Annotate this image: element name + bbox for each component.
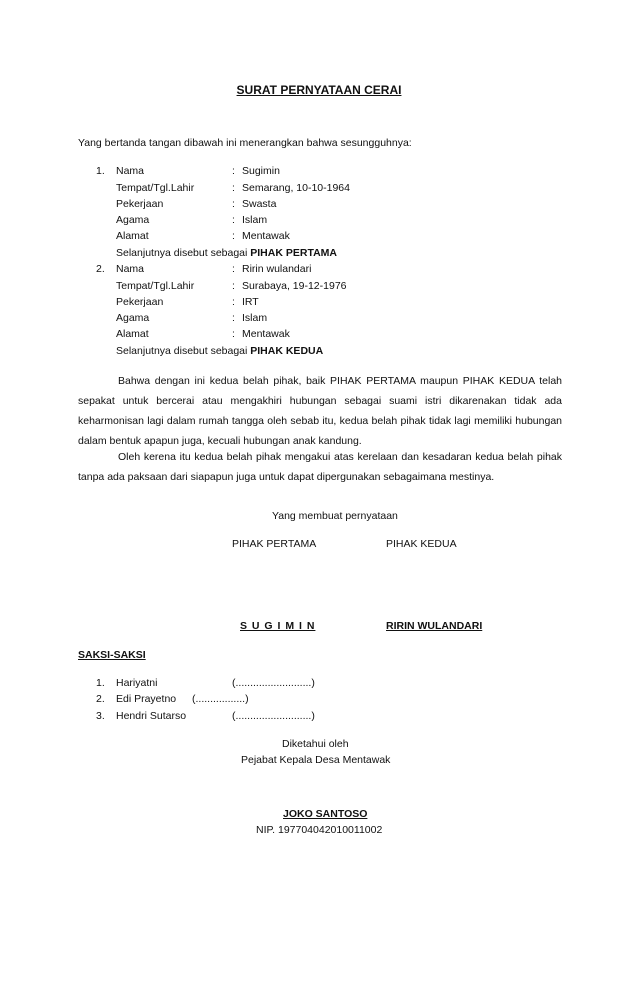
second-party-role: PIHAK KEDUA [386,538,457,550]
party-1-name-value: Sugimin [242,165,280,177]
witness-2-signature-line: (.................) [192,693,249,705]
party-1-designation-name: PIHAK PERTAMA [250,247,337,259]
party-1-religion-label: Agama [116,214,150,226]
witness-2-name: Edi Prayetno [116,693,177,705]
party-1-job-label: Pekerjaan [116,198,164,210]
intro-text: Yang bertanda tangan dibawah ini menerangkan bahwa sesungguhnya: [78,137,412,149]
party-2-job-label: Pekerjaan [116,296,164,308]
party-1-address-value: Mentawak [242,230,290,242]
party-2-name-value: Ririn wulandari [242,263,312,275]
party-2-birth-colon: : [232,280,235,292]
party-1-designation-prefix: Selanjutnya disebut sebagai [116,247,251,259]
party-1-job-value: Swasta [242,198,277,210]
party-2-address-colon: : [232,328,235,340]
party-2-name-label: Nama [116,263,145,275]
party-2-address-label: Alamat [116,328,149,340]
party-2-birth-value: Surabaya, 19-12-1976 [242,280,347,292]
second-party-signature-name: RIRIN WULANDARI [386,620,483,632]
party-2-number: 2. [96,263,105,275]
party-2-job-colon: : [232,296,235,308]
party-1-birth-value: Semarang, 10-10-1964 [242,182,350,194]
agreement-paragraph: Bahwa dengan ini kedua belah pihak, baik PIHAK PERTAMA maupun PIHAK KEDUA telah sepakat untuk bercerai atau mengakhiri hubungan sebagai suami istri dikarenakan tidak ada keharmonisan lagi dalam rumah tangga oleh sebab itu, kedua belah pihak tidak lagi memiliki hubungan dalam bentuk apapun juga, kecuali hubungan anak kandung. [78,375,562,447]
party-1-number: 1. [96,165,105,177]
signing-heading: Yang membuat pernyataan [272,510,398,522]
first-party-signature-name: S U G I M I N [240,620,316,632]
party-1-designation [116,247,337,259]
closing-paragraph: Oleh kerena itu kedua belah pihak mengakui atas kerelaan dan kesadaran kedua belah pihak tanpa ada paksaan dari siapapun juga untuk dapat dipergunakan sebagaimana mestinya. [78,451,562,483]
party-2-address-value: Mentawak [242,328,290,340]
witness-2-number: 2. [96,693,105,705]
witness-1-signature-line: (..........................) [232,677,315,689]
party-1-religion-colon: : [232,214,235,226]
party-2-job-value: IRT [242,296,259,308]
party-2-religion-value: Islam [242,312,268,324]
party-2-religion-label: Agama [116,312,150,324]
party-2-birth-label: Tempat/Tgl.Lahir [116,280,195,292]
witness-1-number: 1. [96,677,105,689]
party-1-job-colon: : [232,198,235,210]
official-title: Pejabat Kepala Desa Mentawak [241,754,391,766]
witness-1-name: Hariyatni [116,677,158,689]
party-1-name-colon: : [232,165,235,177]
party-2-designation [116,345,323,357]
party-1-address-colon: : [232,230,235,242]
witnesses-heading: SAKSI-SAKSI [78,649,146,661]
witness-3-number: 3. [96,710,105,722]
party-1-birth-colon: : [232,182,235,194]
party-2-designation-prefix: Selanjutnya disebut sebagai [116,345,251,357]
acknowledged-by: Diketahui oleh [282,738,349,750]
party-1-address-label: Alamat [116,230,149,242]
party-2-designation-name: PIHAK KEDUA [250,345,324,357]
official-nip: NIP. 197704042010011002 [256,824,383,836]
party-1-religion-value: Islam [242,214,268,226]
first-party-role: PIHAK PERTAMA [232,538,317,550]
witness-3-name: Hendri Sutarso [116,710,187,722]
party-1-birth-label: Tempat/Tgl.Lahir [116,182,195,194]
official-name: JOKO SANTOSO [283,808,368,820]
party-2-name-colon: : [232,263,235,275]
document-title: SURAT PERNYATAAN CERAI [236,83,402,97]
party-1-name-label: Nama [116,165,145,177]
witness-3-signature-line: (..........................) [232,710,315,722]
party-2-religion-colon: : [232,312,235,324]
